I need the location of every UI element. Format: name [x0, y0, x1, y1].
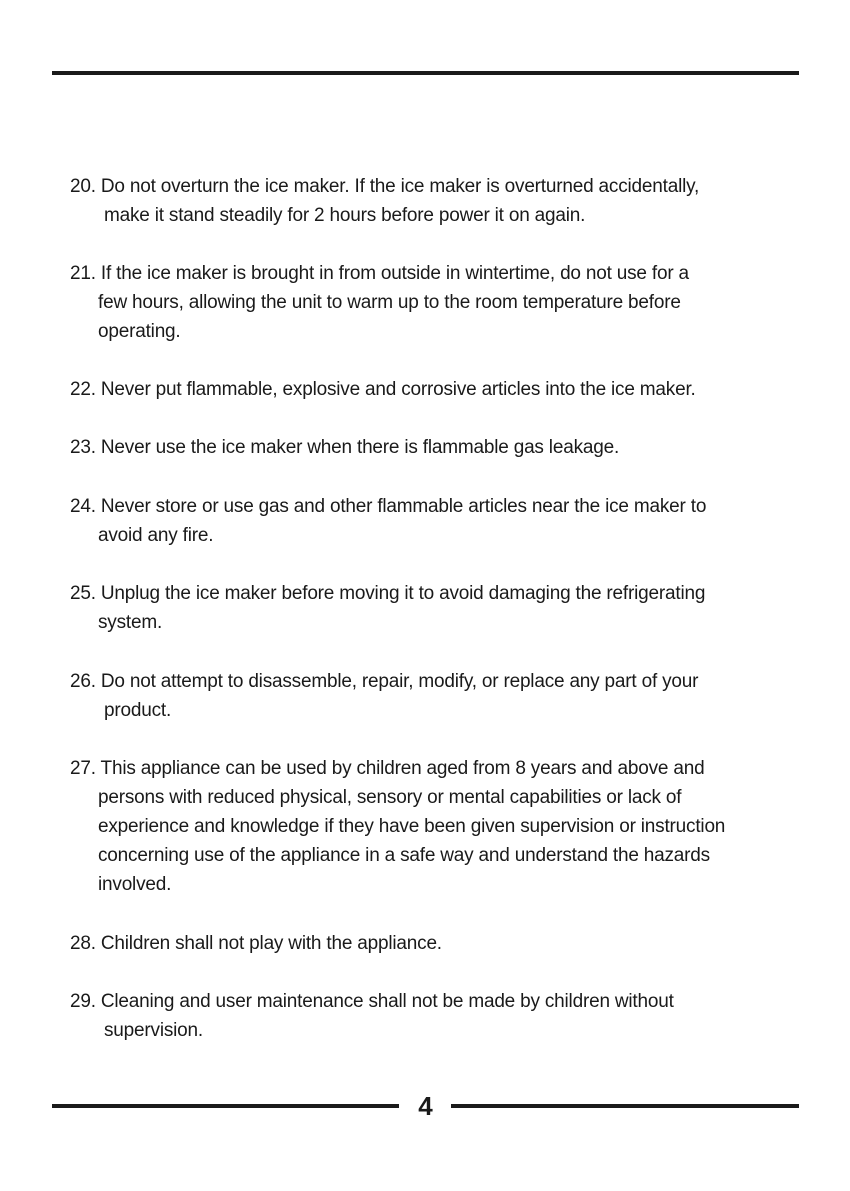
instruction-item-23 [70, 433, 619, 462]
instruction-line: persons with reduced physical, sensory or mental capabilities or lack of [98, 787, 682, 808]
instruction-line: 21. If the ice maker is brought in from outside in wintertime, do not use for a [70, 263, 689, 284]
page-number: 4 [418, 1091, 433, 1121]
instruction-line: 23. Never use the ice maker when there is flammable gas leakage. [70, 437, 620, 458]
instruction-item-28 [70, 929, 442, 958]
instruction-line: avoid any fire. [98, 525, 214, 546]
instruction-item-25 [70, 579, 705, 637]
instruction-line: involved. [98, 874, 172, 895]
instruction-line: system. [98, 612, 163, 633]
footer-rule-right [451, 1104, 799, 1108]
instruction-line: 29. Cleaning and user maintenance shall not be made by children without [70, 991, 674, 1012]
instruction-line: make it stand steadily for 2 hours before power it on again. [104, 205, 586, 226]
instruction-line: supervision. [104, 1020, 203, 1041]
instruction-item-27 [70, 754, 725, 899]
instruction-item-24 [70, 492, 706, 550]
instruction-item-26 [70, 667, 698, 725]
instruction-line: experience and knowledge if they have been given supervision or instruction [98, 816, 726, 837]
instruction-line: few hours, allowing the unit to warm up to the room temperature before [98, 292, 681, 313]
instruction-item-22 [70, 375, 696, 404]
instruction-line: concerning use of the appliance in a safe way and understand the hazards [98, 845, 710, 866]
instruction-line: 22. Never put flammable, explosive and corrosive articles into the ice maker. [70, 379, 696, 400]
instruction-line: operating. [98, 321, 181, 342]
instruction-line: 26. Do not attempt to disassemble, repair, modify, or replace any part of your [70, 671, 699, 692]
instruction-line: 28. Children shall not play with the appliance. [70, 933, 442, 954]
instruction-line: 27. This appliance can be used by children aged from 8 years and above and [70, 758, 705, 779]
instruction-line: 20. Do not overturn the ice maker. If the ice maker is overturned accidentally, [70, 176, 700, 197]
instruction-line: 25. Unplug the ice maker before moving it to avoid damaging the refrigerating [70, 583, 706, 604]
instruction-line: product. [104, 700, 172, 721]
instruction-line: 24. Never store or use gas and other flammable articles near the ice maker to [70, 496, 707, 517]
footer-rule-left [52, 1104, 399, 1108]
instruction-item-21 [70, 259, 689, 346]
instruction-item-20 [70, 172, 699, 230]
header-rule [52, 71, 799, 75]
instruction-item-29 [70, 987, 674, 1045]
